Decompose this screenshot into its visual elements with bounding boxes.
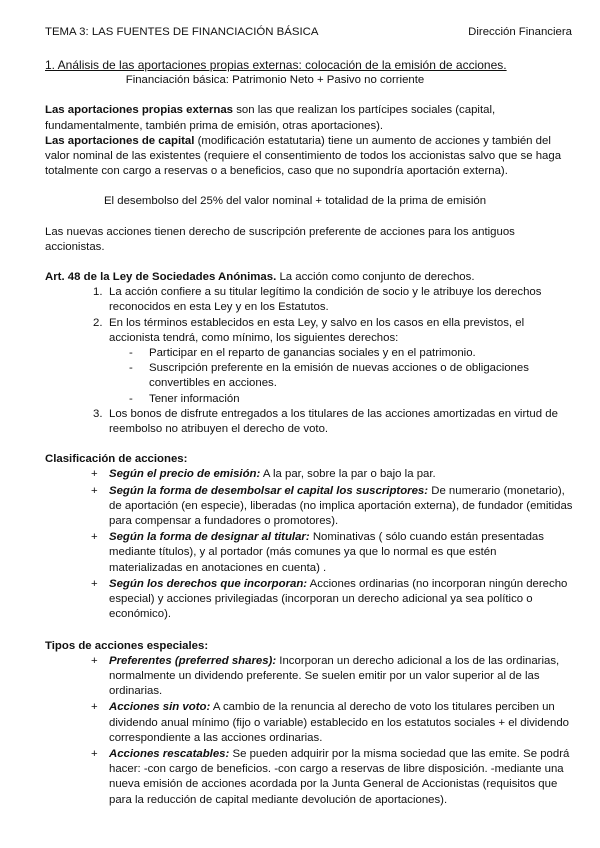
list-item xyxy=(91,530,573,576)
subitem-text: Tener información xyxy=(149,392,240,405)
sublist-item xyxy=(129,361,573,391)
text-externas: son las que realizan los partícipes sociales (capital, fundamentalmente, también prima de emisión, otras aportaciones). xyxy=(45,104,496,132)
paragraph-desembolso: El desembolso del 25% del valor nominal + totalidad de la prima de emisión xyxy=(103,195,487,208)
item-text: A la par, sobre la par o bajo la par. xyxy=(260,468,436,481)
art48-title: Art. 48 de la Ley de Sociedades Anónimas. xyxy=(45,271,277,284)
art48-list xyxy=(45,285,573,437)
dash-marker: - xyxy=(129,392,133,405)
list-item xyxy=(93,407,573,437)
art48-heading xyxy=(45,270,573,285)
item-text: Los bonos de disfrute entregados a los titulares de las acciones amortizadas en virtud de reembolso no atribuyen el derecho de voto. xyxy=(109,407,558,436)
item-text: Acciones ordinarias (no incorporan ningún derecho especial) y acciones privilegiadas (incorporan un derecho adicional ya sea político o económico). xyxy=(109,577,568,621)
item-number: 1. xyxy=(93,286,103,299)
plus-marker: + xyxy=(91,654,98,667)
tipos-list xyxy=(45,654,573,808)
paragraph-suscripcion: Las nuevas acciones tienen derecho de suscripción preferente de acciones para los antiguos accionistas. xyxy=(45,225,515,253)
list-item xyxy=(91,700,573,746)
item-text: En los términos establecidos en esta Ley, y salvo en los casos en ella previstos, el accionista tendrá, como mínimo, los siguientes derechos: xyxy=(109,316,525,344)
item-term: Según la forma de designar al titular: xyxy=(109,531,310,544)
item-term: Según la forma de desembolsar el capital los suscriptores: xyxy=(109,484,429,497)
page-header xyxy=(45,26,572,42)
plus-marker: + xyxy=(91,577,98,590)
term-capital: Las aportaciones de capital xyxy=(45,134,195,147)
plus-marker: + xyxy=(91,468,98,481)
subitem-text: Participar en el reparto de ganancias sociales y en el patrimonio. xyxy=(149,347,476,360)
section-title: 1. Análisis de las aportaciones propias externas: colocación de la emisión de acciones. xyxy=(45,58,507,72)
art48-tail: La acción como conjunto de derechos. xyxy=(276,271,475,284)
item-term: Según los derechos que incorporan: xyxy=(109,577,308,590)
list-item xyxy=(93,285,573,315)
item-term: Acciones sin voto: xyxy=(109,701,211,714)
term-externas: Las aportaciones propias externas xyxy=(45,104,234,117)
plus-marker: + xyxy=(91,531,98,544)
header-topic: TEMA 3: LAS FUENTES DE FINANCIACIÓN BÁSICA xyxy=(45,26,319,38)
sublist-item xyxy=(129,392,573,407)
item-text: Se pueden adquirir por la misma sociedad que las emite. Se podrá hacer: -con cargo de beneficios. -con cargo a reservas de libre disposición. -mediante una nueva emisión de acciones acordada por la Junta General de Accionistas (requisitos que para la reducción de capital mediante devolución de aportaciones). xyxy=(109,747,570,806)
text-capital: (modificación estatutaria) tiene un aumento de acciones y también del valor nominal de las existentes (requiere el consentimiento de todos los accionistas salvo que se haga totalmente con cargo a reservas o a beneficios, caso que no supondría aportación externa). xyxy=(45,134,562,178)
dash-marker: - xyxy=(129,347,133,360)
paragraph-capital xyxy=(45,134,573,180)
document-body xyxy=(45,58,573,809)
section-subtitle: Financiación básica: Patrimonio Neto + Pasivo no corriente xyxy=(125,74,425,87)
dash-marker: - xyxy=(129,362,133,375)
list-item xyxy=(91,577,573,623)
item-term: Según el precio de emisión: xyxy=(109,468,261,481)
tipos-title: Tipos de acciones especiales: xyxy=(45,639,209,652)
plus-marker: + xyxy=(91,701,98,714)
clasificacion-heading xyxy=(45,452,573,467)
item-text: Nominativas ( sólo cuando están presentadas mediante títulos), y al portador (más comunes ya que lo normal es que estén materializadas en anotaciones en cuenta) . xyxy=(109,531,544,574)
item-text: Incorporan un derecho adicional a los de las ordinarias, normalmente un dividendo preferente. Se suelen emitir por un valor superior al de las ordinarias. xyxy=(109,654,560,698)
plus-marker: + xyxy=(91,484,98,497)
rights-sublist xyxy=(109,346,573,407)
list-item xyxy=(91,747,573,808)
list-item xyxy=(91,484,573,530)
item-text: De numerario (monetario), de aportación (en especie), liberadas (no implica aportación externa), de fundador (emitidas para compensar a fundadores o promotores). xyxy=(109,484,573,528)
item-number: 3. xyxy=(93,407,103,420)
subitem-text: Suscripción preferente en la emisión de nuevas acciones o de obligaciones convertibles en acciones. xyxy=(149,362,529,390)
list-item xyxy=(91,467,573,482)
sublist-item xyxy=(129,346,573,361)
clasificacion-title: Clasificación de acciones: xyxy=(45,453,188,466)
list-item xyxy=(93,316,573,407)
item-term: Preferentes (preferred shares): xyxy=(109,654,277,667)
item-text: La acción confiere a su titular legítimo la condición de socio y le atribuye los derechos reconocidos en esta Ley y en los Estatutos. xyxy=(109,286,542,314)
item-text: A cambio de la renuncia al derecho de voto los titulares perciben un dividendo anual mínimo (fijo o variable) establecido en los estatutos sociales + el dividendo correspondiente a las acciones ordinarias. xyxy=(109,701,570,744)
plus-marker: + xyxy=(91,747,98,760)
list-item xyxy=(91,654,573,700)
clasificacion-list xyxy=(45,467,573,622)
item-term: Acciones rescatables: xyxy=(109,747,230,760)
paragraph-externas xyxy=(45,103,573,133)
header-subject: Dirección Financiera xyxy=(468,26,572,38)
item-number: 2. xyxy=(93,316,103,329)
tipos-heading xyxy=(45,639,573,654)
